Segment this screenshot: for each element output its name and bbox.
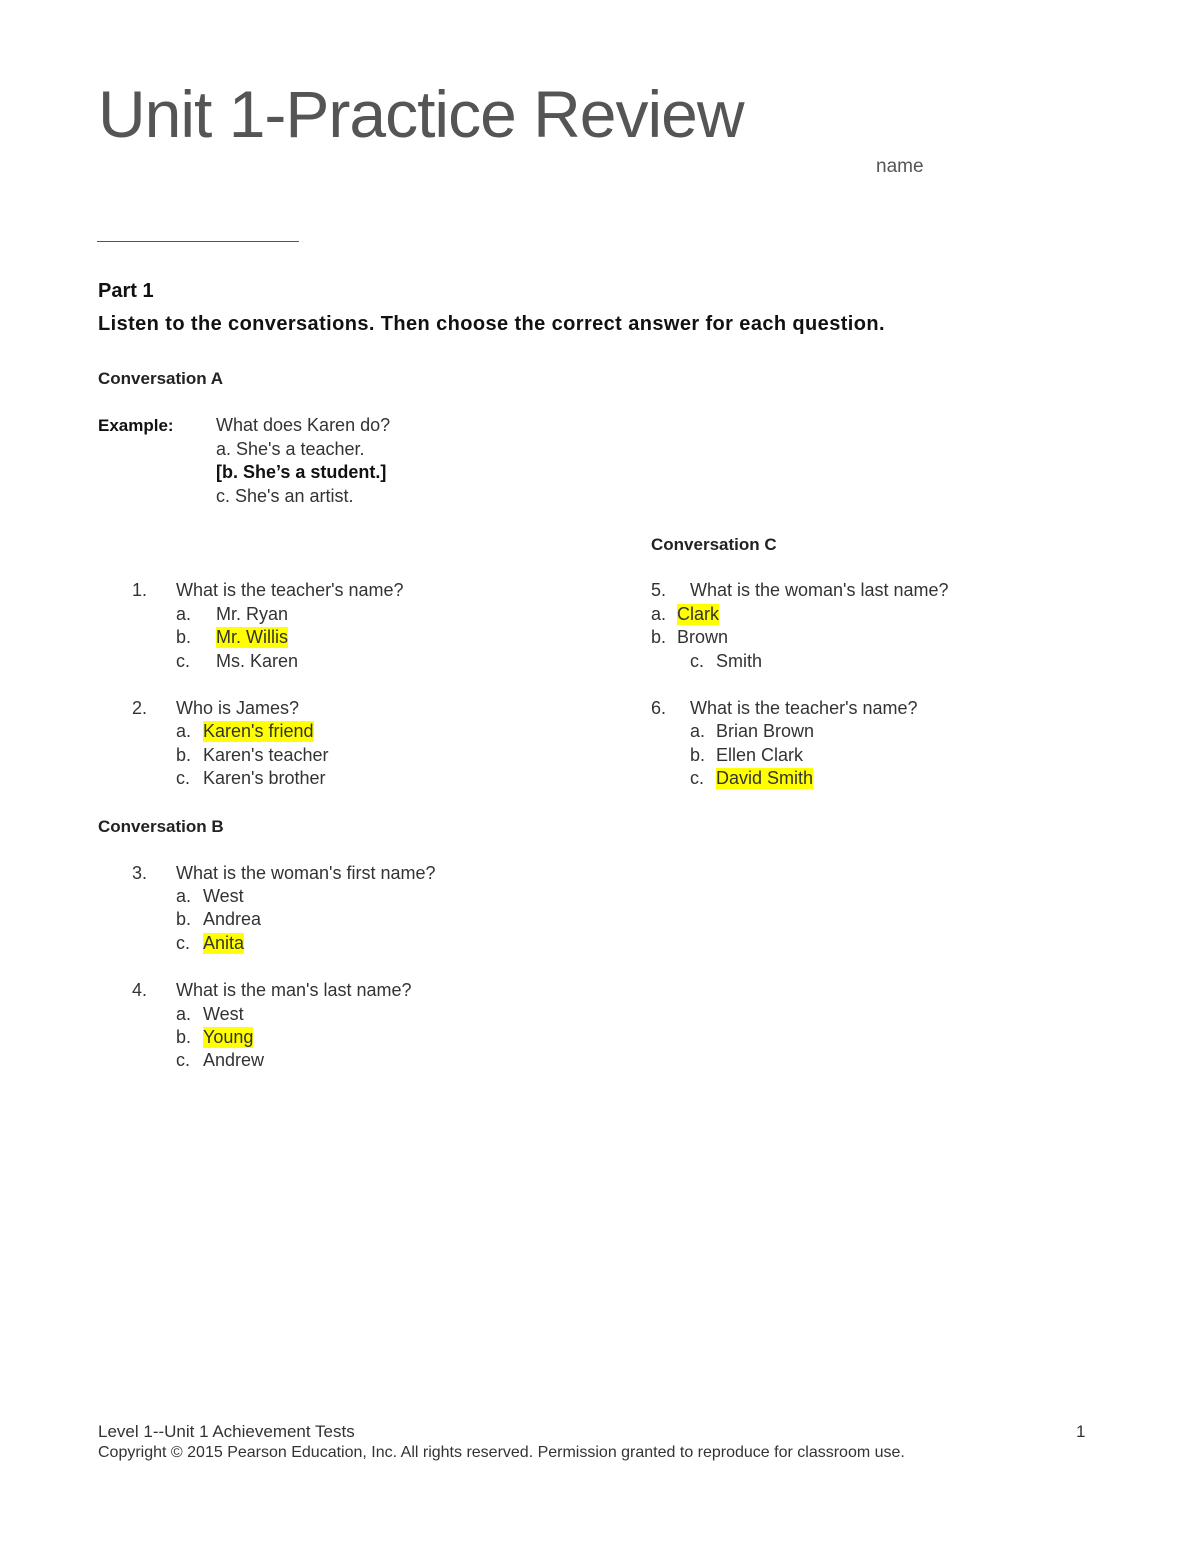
example-option-b-answer: [b. She’s a student.]: [216, 462, 387, 482]
q6-option-a-letter: a.: [690, 721, 706, 741]
q2-option-b: Karen's teacher: [203, 745, 329, 765]
q6-option-a: Brian Brown: [716, 721, 815, 741]
q3-option-b-letter: b.: [176, 909, 192, 929]
page-title: Unit 1-Practice Review: [98, 77, 744, 151]
q1-option-c-letter: c.: [176, 651, 191, 671]
example-question: What does Karen do?: [216, 415, 391, 435]
question-3-number: 3.: [132, 863, 148, 883]
conversation-a-heading: Conversation A: [98, 369, 224, 388]
q5-option-c: Smith: [716, 651, 763, 671]
part-heading: Part 1: [98, 280, 154, 302]
q6-option-b: Ellen Clark: [716, 745, 804, 765]
q4-option-b-letter: b.: [176, 1027, 192, 1047]
question-2-text: Who is James?: [176, 698, 300, 718]
example-option-a: a. She's a teacher.: [216, 439, 365, 459]
footer-level-label: Level 1--Unit 1 Achievement Tests: [98, 1422, 355, 1441]
q4-option-a: West: [203, 1004, 244, 1024]
q4-option-c: Andrew: [203, 1050, 265, 1070]
instructions: Listen to the conversations. Then choose the correct answer for each question.: [98, 313, 885, 335]
q2-option-a-letter: a.: [176, 721, 192, 741]
question-4-number: 4.: [132, 980, 148, 1000]
q2-option-b-letter: b.: [176, 745, 192, 765]
q1-option-c: Ms. Karen: [216, 651, 299, 671]
q5-option-b: Brown: [677, 627, 729, 647]
name-label: name: [876, 156, 924, 177]
example-label: Example:: [98, 416, 174, 435]
q6-option-c-letter: c.: [690, 768, 705, 788]
question-1-number: 1.: [132, 580, 148, 600]
question-4-text: What is the man's last name?: [176, 980, 412, 1000]
q3-option-c-highlighted: Anita: [203, 933, 245, 953]
q3-option-c-letter: c.: [176, 933, 191, 953]
question-5-text: What is the woman's last name?: [690, 580, 949, 600]
footer-copyright: Copyright © 2015 Pearson Education, Inc. All rights reserved. Permission granted to reproduce for classroom use.: [98, 1444, 905, 1461]
q1-option-b-highlighted: Mr. Willis: [216, 627, 288, 647]
question-5-number: 5.: [651, 580, 667, 600]
conversation-b-heading: Conversation B: [98, 817, 224, 836]
q5-option-a-highlighted: Clark: [677, 604, 720, 624]
q5-option-c-letter: c.: [690, 651, 705, 671]
conversation-c-heading: Conversation C: [651, 535, 777, 554]
q1-option-a: Mr. Ryan: [216, 604, 289, 624]
question-1-text: What is the teacher's name?: [176, 580, 404, 600]
question-6-text: What is the teacher's name?: [690, 698, 918, 718]
q2-option-c-letter: c.: [176, 768, 191, 788]
q2-option-c: Karen's brother: [203, 768, 326, 788]
q3-option-a-letter: a.: [176, 886, 192, 906]
q5-option-a-letter: a.: [651, 604, 667, 624]
q2-option-a-highlighted: Karen's friend: [203, 721, 314, 741]
q1-option-b-letter: b.: [176, 627, 192, 647]
q6-option-c-highlighted: David Smith: [716, 768, 814, 788]
q3-option-a: West: [203, 886, 244, 906]
q4-option-a-letter: a.: [176, 1004, 192, 1024]
q1-option-a-letter: a.: [176, 604, 192, 624]
question-3-text: What is the woman's first name?: [176, 863, 436, 883]
q4-option-b-highlighted: Young: [203, 1027, 254, 1047]
example-option-c: c. She's an artist.: [216, 486, 354, 506]
q5-option-b-letter: b.: [651, 627, 667, 647]
question-2-number: 2.: [132, 698, 148, 718]
name-blank-line[interactable]: [97, 241, 299, 242]
footer-page-number: 1: [1076, 1422, 1086, 1441]
q3-option-b: Andrea: [203, 909, 262, 929]
q4-option-c-letter: c.: [176, 1050, 191, 1070]
question-6-number: 6.: [651, 698, 667, 718]
q6-option-b-letter: b.: [690, 745, 706, 765]
